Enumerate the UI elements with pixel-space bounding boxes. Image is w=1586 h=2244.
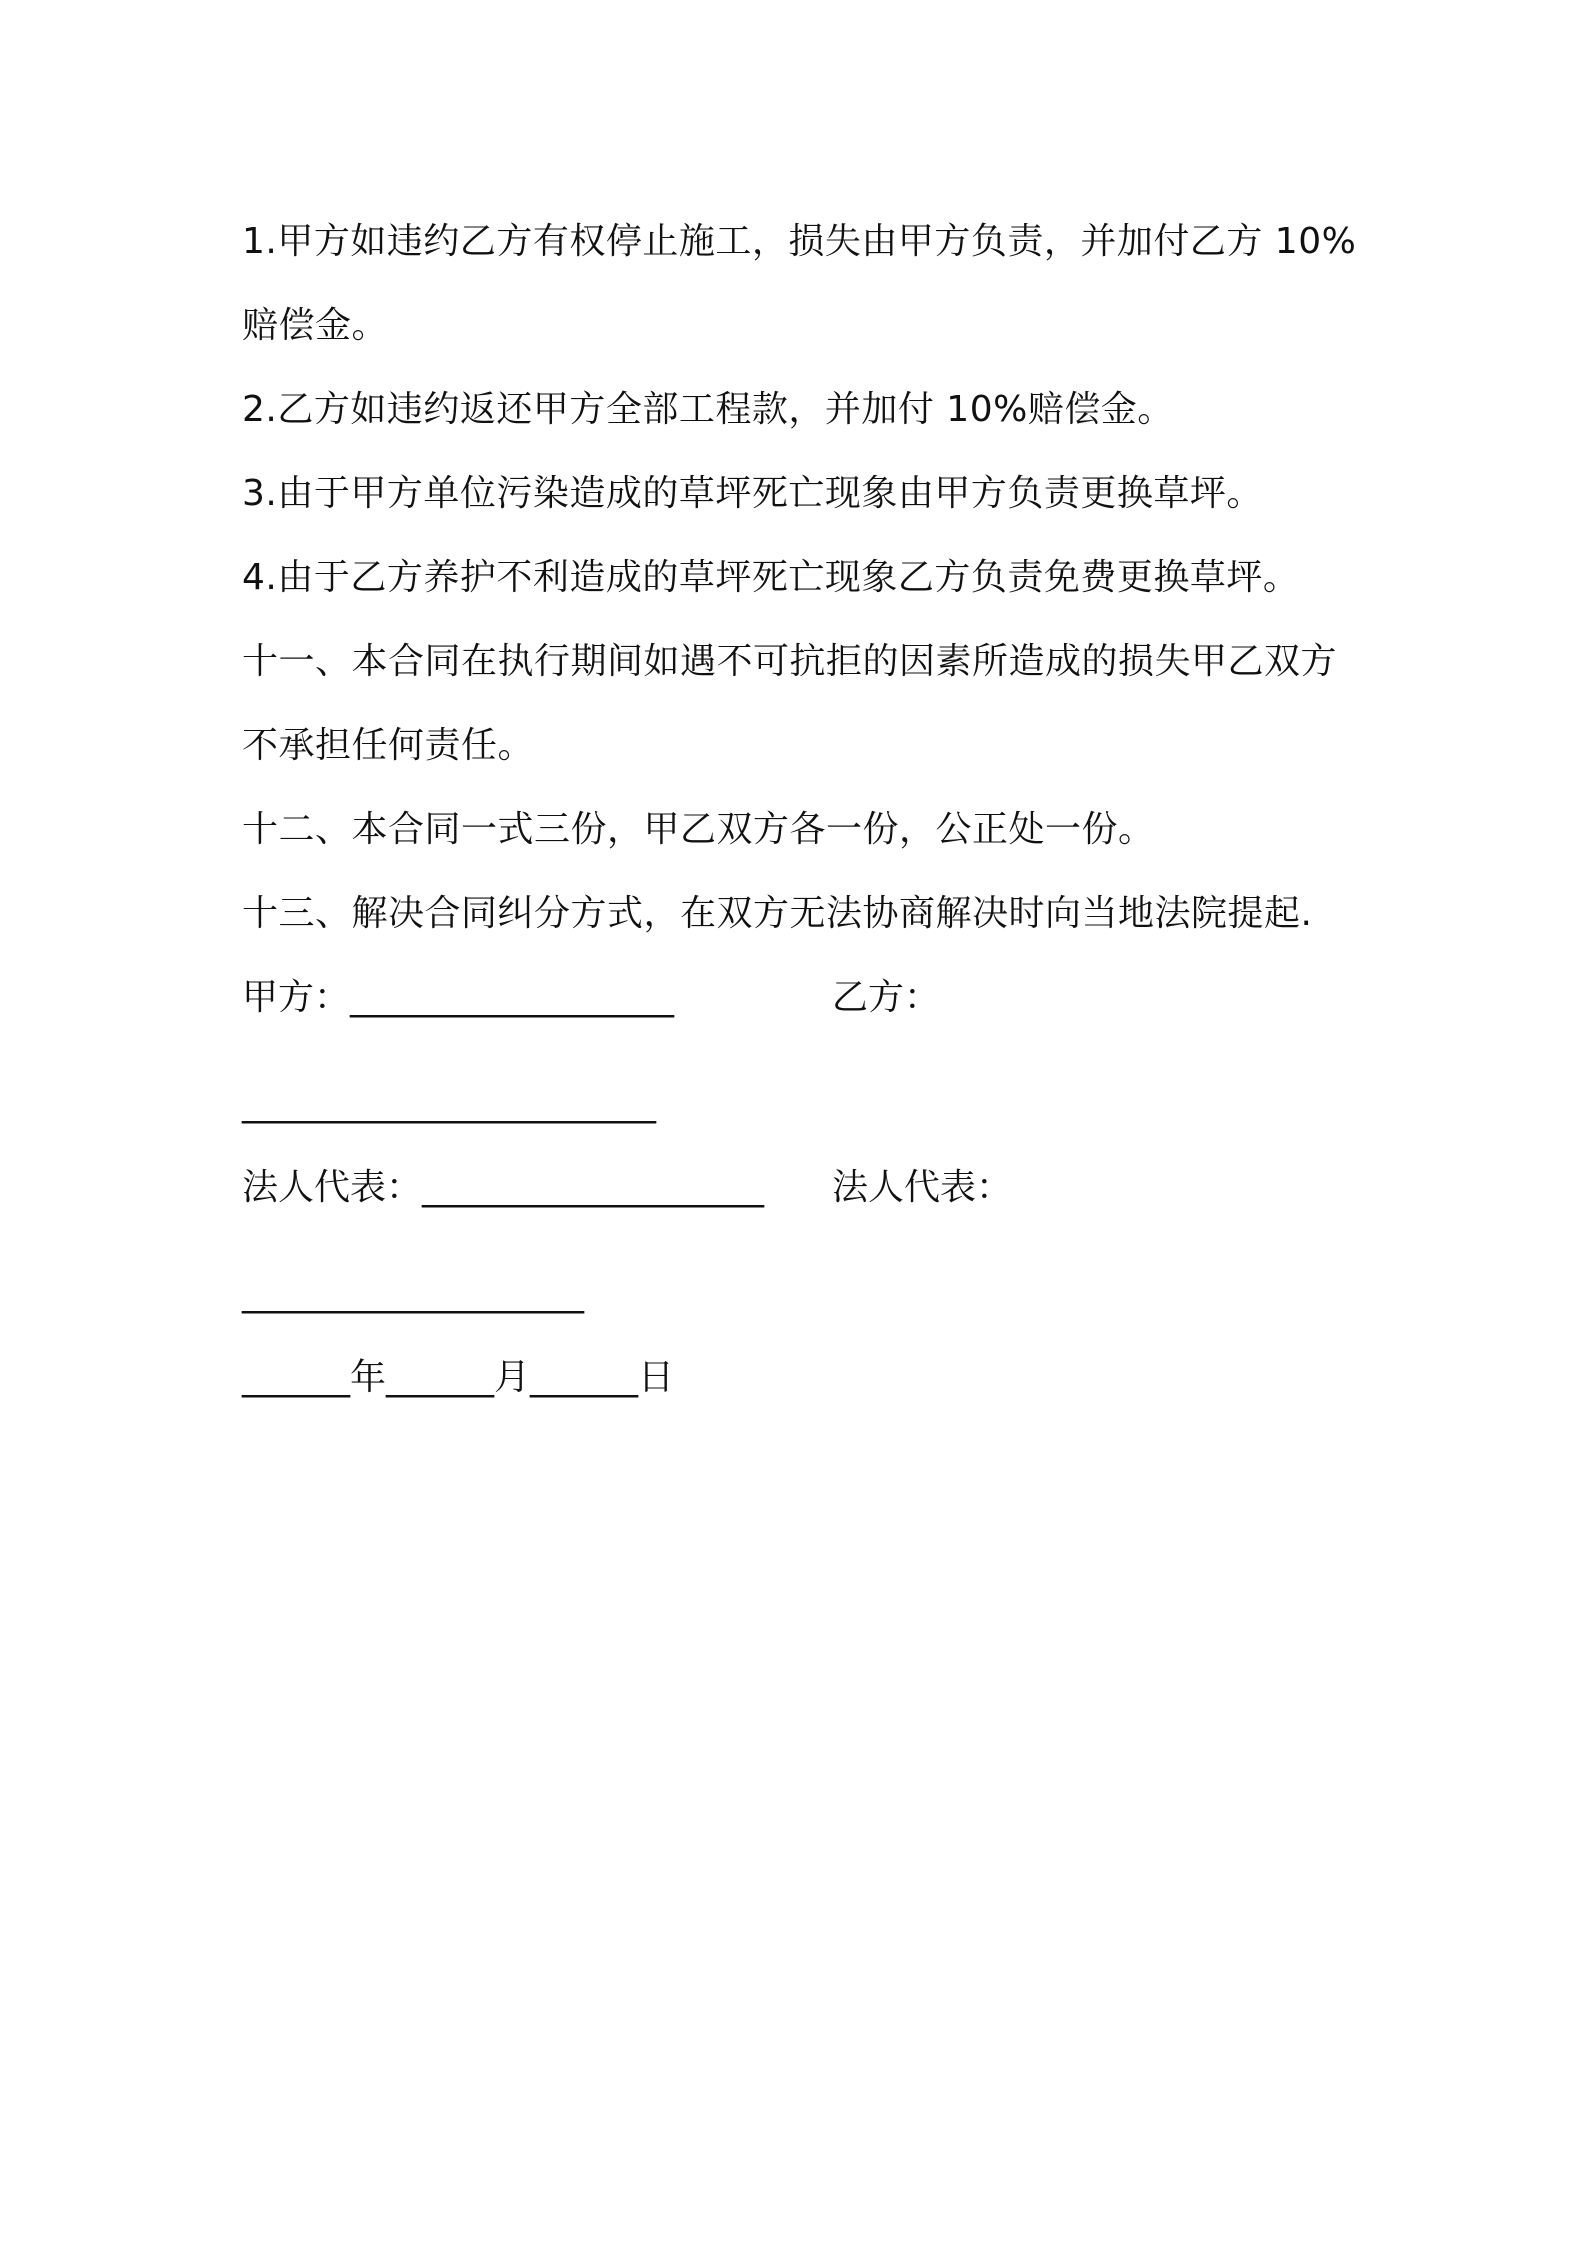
article-13: 十三、解决合同纠分方式，在双方无法协商解决时向当地法院提起.	[242, 893, 1313, 934]
article-11-line-2: 不承担任何责任。	[242, 725, 535, 766]
party-signature-row	[242, 956, 1362, 1040]
contract-body	[242, 200, 1362, 1420]
rep-a-field: 法人代表：___________________	[242, 1167, 765, 1208]
date-line: ______年______月______日	[242, 1357, 674, 1398]
party-b-field: 乙方：	[832, 977, 941, 1018]
rep-b-signature-line: ___________________	[242, 1273, 584, 1314]
party-a-field: 甲方：__________________	[242, 977, 675, 1018]
clause-1-line-2: 赔偿金。	[242, 305, 389, 346]
article-12: 十二、本合同一式三份，甲乙双方各一份，公正处一份。	[242, 809, 1155, 850]
article-11-line-1: 十一、本合同在执行期间如遇不可抗拒的因素所造成的损失甲乙双方	[242, 641, 1338, 682]
party-b-signature-line: _______________________	[242, 1083, 656, 1124]
clause-4: 4.由于乙方养护不利造成的草坪死亡现象乙方负责免费更换草坪。	[242, 557, 1300, 598]
clause-3: 3.由于甲方单位污染造成的草坪死亡现象由甲方负责更换草坪。	[242, 473, 1263, 514]
clause-2: 2.乙方如违约返还甲方全部工程款，并加付 10%赔偿金。	[242, 389, 1174, 430]
rep-b-field: 法人代表：	[832, 1167, 1013, 1208]
representative-row	[242, 1146, 1362, 1230]
clause-1-line-1: 1.甲方如违约乙方有权停止施工，损失由甲方负责，并加付乙方 10%	[242, 221, 1357, 262]
